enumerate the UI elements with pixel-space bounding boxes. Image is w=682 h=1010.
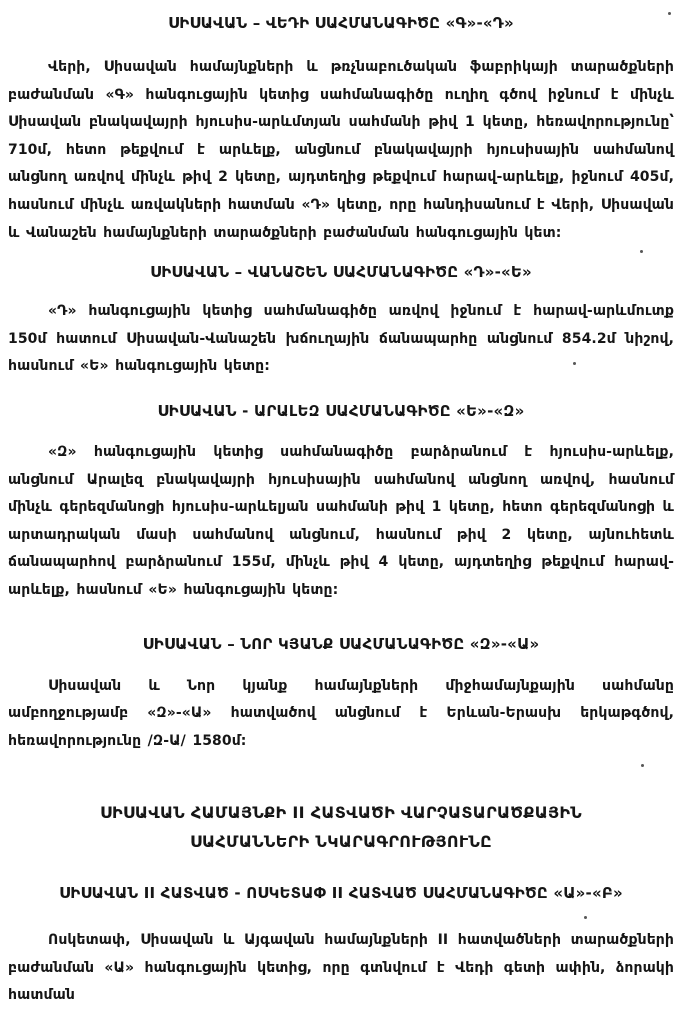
section-paragraph-sisavan-vedi: Վերի, Սիսավան համայնքների և թռչնաբուծական ֆաբրիկայի տարածքների բաժանման «Գ» հանգուցային կետից սահմանագիծը ուղիղ գծով իջնում է մինչև Սիսավան բնակավայրի հյուսիս-արևմտյան սահմանի թիվ 1 կետը, հեռավորությունը՝ 710մ, հետո թեքվում է արևելք, անցնում բնակավայրի հյուսիսային սահմանով անցնող առվով մինչև թիվ 2 կետը, այդտեղից թեքվում հարավ-արևելք, իջնում 405մ, հասնում մինչև առվակների հատման «Դ» կետը, որը հանդիսանում է Վերի, Սիսավան և Վանաշեն համայնքների տարածքների բաժանման հանգուցային կետ: <box>8 59 674 241</box>
section-heading-sisavan-vedi: ՍԻՍԱՎԱՆ – ՎԵԴԻ ՍԱՀՄԱՆԱԳԻԾԸ «Գ»-«Դ» <box>168 14 514 32</box>
scan-speck <box>640 250 643 253</box>
section-heading-sisavan2-osketap2: ՍԻՍԱՎԱՆ II ՀԱՏՎԱԾ - ՈՍԿԵՏԱՓ II ՀԱՏՎԱԾ ՍԱՀՄԱՆԱԳԻԾԸ «Ա»-«Բ» <box>59 884 623 903</box>
scan-speck <box>668 12 671 15</box>
section-paragraph-sisavan-vanashen: «Դ» հանգուցային կետից սահմանագիծը առվով իջնում է հարավ-արևմուտք 150մ հատում Սիսավան-Վանաշեն խճուղային ճանապարհը անցնում 854.2մ նիշով, հասնում «Ե» հանգուցային կետը: <box>8 303 674 375</box>
scan-speck <box>584 916 587 919</box>
section-heading-sisavan-nor-kyanq: ՍԻՍԱՎԱՆ – ՆՈՐ ԿՅԱՆՔ ՍԱՀՄԱՆԱԳԻԾԸ «Զ»-«Ա» <box>142 634 540 653</box>
scan-speck <box>641 764 644 767</box>
part-two-title-line2: ՍԱՀՄԱՆՆԵՐԻ ՆԿԱՐԱԳՐՈՒԹՅՈՒՆԸ <box>190 831 492 851</box>
section-paragraph-sisavan-aralez: «Զ» հանգուցային կետից սահմանագիծը բարձրանում է հյուսիս-արևելք, անցնում Արալեզ բնակավայրի հյուսիսային սահմանով անցնող առվով, հասնում մինչև գերեզմանոցի հյուսիս-արևելյան սահմանի թիվ 1 կետը, հետո գերեզմանոցի և արտադրական մասի սահմանով անցնում, հասնում թիվ 2 կետը, այնուհետև ճանապարհով բարձրանում 155մ, մինչև թիվ 4 կետը, այդտեղից թեքվում հարավ-արևելք, հասնում «Ե» հանգուցային կետը: <box>8 443 674 598</box>
part-two-title <box>8 799 674 856</box>
part-two-title-line1: ՍԻՍԱՎԱՆ ՀԱՄԱՅՆՔԻ II ՀԱՏՎԱԾԻ ՎԱՐՉԱՏԱՐԱԾՔԱՅԻՆ <box>99 803 583 823</box>
scan-speck <box>573 362 576 365</box>
section-paragraph-sisavan2-osketap2: Ոսկետափ, Սիսավան և Այգավան համայնքների II հատվածների տարածքների բաժանման «Ա» հանգուցային կետից, որը գտնվում է Վեդի գետի ափին, ձորակի հատման <box>8 932 674 1004</box>
section-heading-sisavan-vanashen: ՍԻՍԱՎԱՆ – ՎԱՆԱՇԵՆ ՍԱՀՄԱՆԱԳԻԾԸ «Դ»-«Ե» <box>150 263 532 282</box>
section-heading-sisavan-aralez: ՍԻՍԱՎԱՆ - ԱՐԱԼԵԶ ՍԱՀՄԱՆԱԳԻԾԸ «Ե»-«Զ» <box>157 401 525 420</box>
section-paragraph-sisavan-nor-kyanq: Սիսավան և Նոր կյանք համայնքների միջհամայնքային սահմանը ամբողջությամբ «Զ»-«Ա» հատվածով անցնում է Երևան-Երասխ երկաթգծով, հեռավորությունը /Զ-Ա/ 1580մ: <box>8 677 674 749</box>
